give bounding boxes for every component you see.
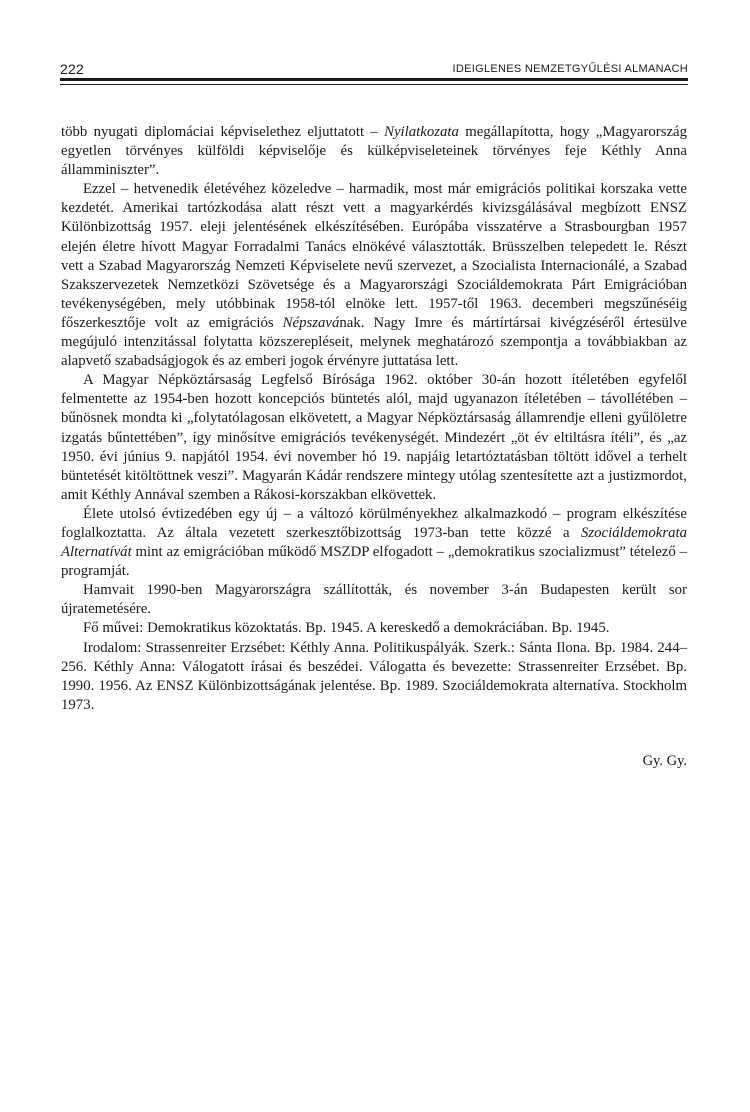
paragraph-text: A Magyar Népköztársaság Legfelső Bírósága 1962. október 30-án hozott ítéletében egyfelől felmentette az 1954-ben hozott koncepciós büntetés alól, majd ugyanazon ítéletében – távollétében – bűnösnek mondta ki „folytatólagosan elkövetett, a Magyar Népköztársaság államrendje elleni gyűlöletre izgatás bűntettében”, így minősítve emigrációs tevékenységét. Mindezért „öt év eltiltásra ítéli”, és „az 1950. évi június 9. napjától 1954. évi november hó 19. napjáig letartóztatásban töltött idővel a terhelt büntetését kitöltöttnek veszi”. Magyarán Kádár rendszere mintegy utólag szentesítette azt a justizmordot, amit Kéthly Annával szemben a Rákosi-korszakban elkövettek. [61, 372, 687, 503]
header-rule-thin [60, 84, 688, 85]
article-body [61, 123, 687, 715]
paragraph-text: több nyugati diplomáciai képviselethez eljuttatott – [61, 124, 385, 140]
paragraph [61, 619, 687, 638]
page-number: 222 [60, 61, 84, 77]
paragraph [61, 180, 687, 371]
paragraph-text: mint az emigrációban működő MSZDP elfogadott – „demokratikus szocializmust” tételező – programját. [61, 544, 687, 580]
paragraph-text: Ezzel – hetvenedik életévéhez közeledve – harmadik, most már emigrációs politikai korszaka vette kezdetét. Amerikai tartózkodása alatt részt vett a magyarkérdés kivizsgálásával megbízott ENSZ Különbizottság 1957. eleji jelentésének elkészítésében. Európába visszatérve a Strasbourgban 1957 elején életre hívott Magyar Forradalmi Tanács elnökévé választották. Brüsszelben telepedett le. Részt vett a Szabad Magyarország Nemzeti Képviselete nevű szervezet, a Szocialista Internacionálé, a Szabad Szakszervezetek Nemzetközi Szövetsége és a Magyarországi Szociáldemokrata Párt Emigrációban tevékenységében, mely utóbbinak 1958-tól elnöke lett. 1957-től 1963. decemberi megszűnéséig főszerkesztője volt az emigrációs [61, 181, 687, 331]
paragraph-text: Hamvait 1990-ben Magyarországra szállították, és november 3-án Budapesten került sor újratemetésére. [61, 582, 687, 618]
paragraph [61, 123, 687, 180]
paragraph [61, 581, 687, 619]
paragraph-text: megállapította, hogy „Magyarország egyetlen törvényes külföldi képviselője és külképviseleteinek törvényes feje Kéthly Anna államminiszter”. [61, 124, 687, 179]
paragraph-text: nak. Nagy Imre és mártírtársai kivégzéséről értesülve megújuló intenzitással folytatta közszerepléseit, melynek meghatározó szempontja a továbbiakban az alapvető szabadságjogok és az emberi jogok érvényre juttatása lett. [61, 314, 688, 370]
author-signature: Gy. Gy. [642, 753, 687, 769]
header-rule-thick [60, 78, 688, 81]
paragraph-text: Élete utolsó évtizedében egy új – a változó körülményekhez alkalmazkodó – program elkészítése foglalkoztatta. Az általa vezetett szerkesztőbizottság 1973-ban tette közzé a [61, 505, 687, 541]
running-title: IDEIGLENES NEMZETGYŰLÉSI ALMANACH [452, 63, 688, 75]
paragraph [61, 505, 687, 581]
paragraph [61, 371, 687, 505]
italic-text: Nyilatkozata [384, 124, 459, 140]
paragraph-text: Irodalom: Strassenreiter Erzsébet: Kéthly Anna. Politikuspályák. Szerk.: Sánta Ilona. Bp. 1984. 244–256. Kéthly Anna: Válogatott írásai és beszédei. Válogatta és bevezette: Strassenreiter Erzsébet. Bp. 1990. 1956. Az ENSZ Különbizottságának jelentése. Bp. 1989. Szociáldemokrata alternatíva. Stockholm 1973. [61, 639, 687, 713]
italic-text: Népszavá [282, 314, 340, 331]
italic-text: Szociáldemokrata Alternatívát [61, 524, 687, 561]
paragraph [61, 639, 687, 715]
paragraph-text: Fő művei: Demokratikus közoktatás. Bp. 1945. A kereskedő a demokráciában. Bp. 1945. [83, 620, 610, 637]
